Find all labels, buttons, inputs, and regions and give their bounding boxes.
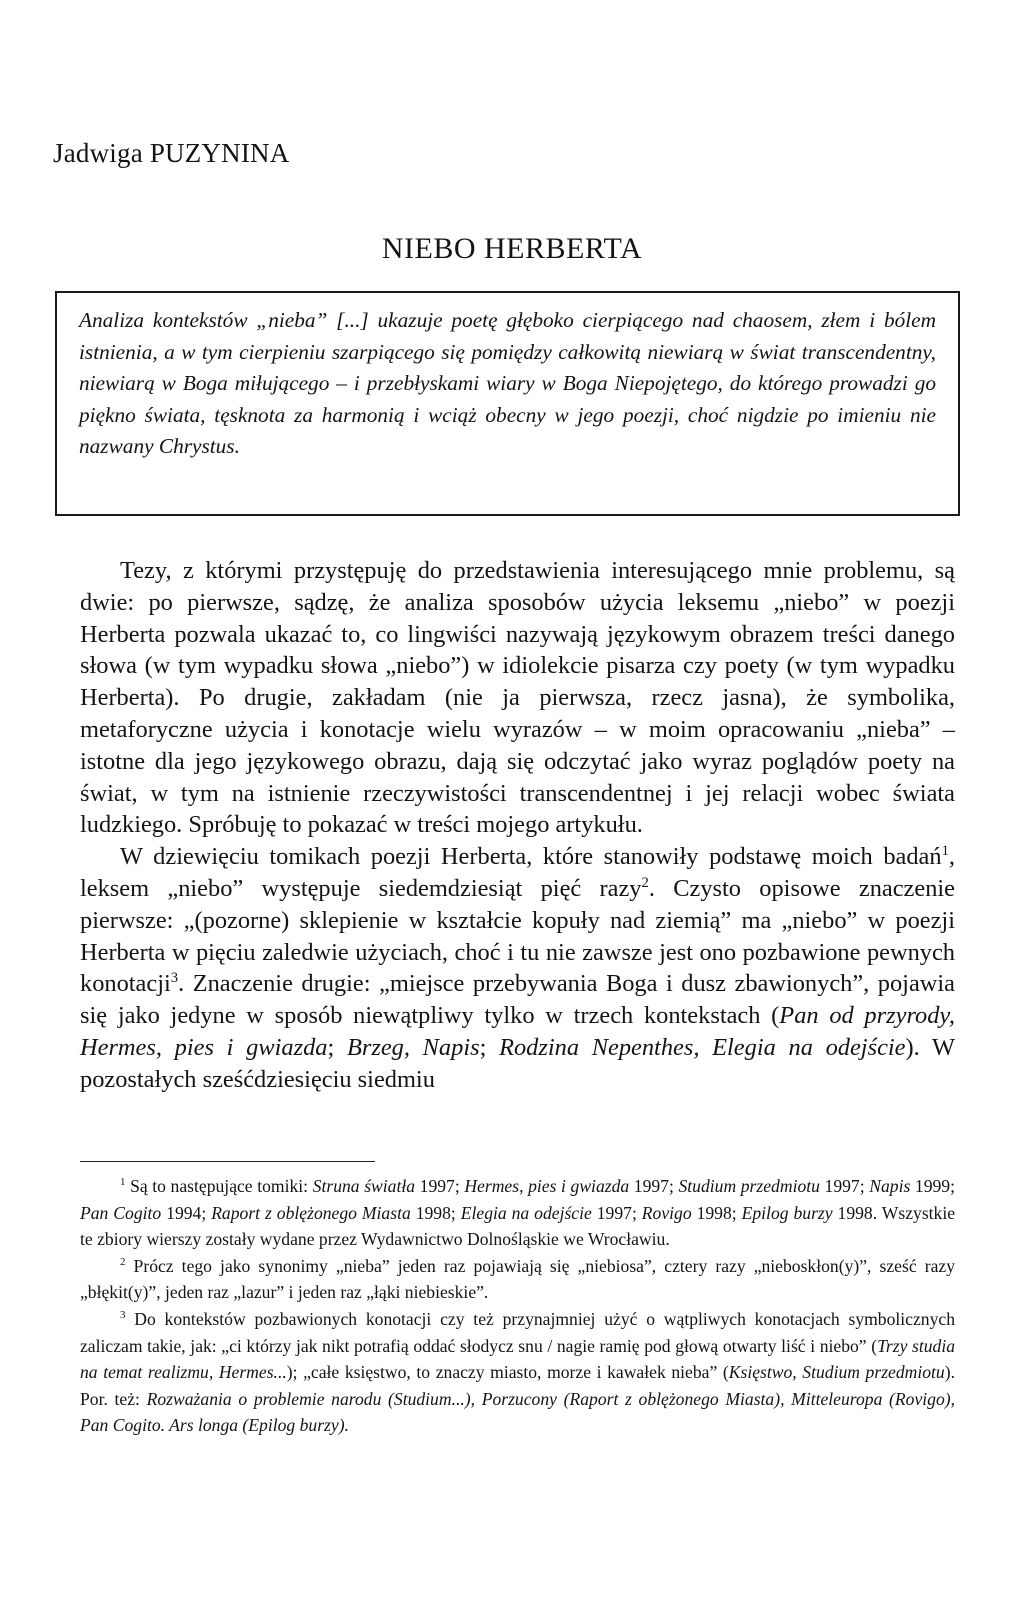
book-title: Pan Cogito — [80, 1202, 162, 1223]
footnote-ref-2: 2 — [641, 874, 649, 891]
book-title: Struna światła — [312, 1176, 416, 1196]
footnote-3 — [80, 1306, 955, 1439]
article-body — [80, 555, 955, 1096]
footnote-text: 1997; — [819, 1176, 870, 1196]
paragraph-2-text: . Czysto opisowe znaczenie pierwsze: „(pozorne) sklepienie w kształcie kopuły nad ziemią” ma „niebo” w poezji Herberta w pięciu zaledwie użyciach, choć i tu nie zawsze jest ono pozbawione pewnych konotacji — [80, 874, 955, 998]
paragraph-1: Tezy, z którymi przystępuję do przedstawienia interesującego mnie problemu, są dwie: po pierwsze, sądzę, że analiza sposobów użycia leksemu „niebo” w poezji Herberta pozwala ukazać to, co lingwiści nazywają językowym obrazem treści danego słowa (w tym wypadku słowa „niebo”) w idiolekcie pisarza czy poety (w tym wypadku Herberta). Po drugie, zakładam (nie ja pierwsza, rzecz jasna), że symbolika, metaforyczne użycia i konotacje wielu wyrazów – w moim opracowaniu „nieba” – istotne dla jego językowego obrazu, dają się odczytać jako wyraz poglądów poety na świat, w tym na istnienie rzeczywistości transcendentnej i jej relacji wobec świata ludzkiego. Spróbuję to pokazać w treści mojego artykułu. — [80, 557, 955, 839]
footnote-text: Prócz tego jako synonimy „nieba” jeden raz pojawiają się „niebiosa”, cztery razy „nieboskłon(y)”, sześć razy „błękit(y)”, jeden raz „lazur” i jeden raz „łąki niebieskie”. — [80, 1255, 955, 1303]
footnote-1 — [80, 1173, 955, 1253]
footnote-text: 1994; — [161, 1202, 212, 1223]
footnote-text: Są to następujące tomiki: — [130, 1176, 313, 1196]
footnote-text: 1997; — [629, 1176, 679, 1196]
book-title: Rovigo — [641, 1202, 692, 1223]
book-title: Hermes, pies i gwiazda — [464, 1176, 630, 1196]
book-title: Studium przedmiotu — [678, 1176, 820, 1196]
footnote-ref-3: 3 — [170, 970, 179, 987]
poem-titles: Rodzina Nepenthes, Elegia na odejście — [499, 1033, 906, 1061]
paragraph-2-text: ; — [327, 1033, 347, 1061]
abstract-box — [55, 291, 960, 516]
footnote-text: Do kontekstów pozbawionych konotacji czy też przynajmniej użyć o wątpliwych konotacjach symbolicznych zaliczam takie, jak: „ci którzy jak nikt potrafią oddać słodycz snu / nagie ramię pod głową otwarty liść i niebo” ( — [80, 1308, 955, 1356]
footnote-text: ); „całe księstwo, to znaczy miasto, morze i kawałek nieba” ( — [286, 1362, 729, 1383]
footnote-number: 2 — [120, 1255, 126, 1268]
paragraph-2 — [80, 841, 955, 1095]
footnote-text: ). Por. też: — [80, 1362, 955, 1409]
footnote-text: 1998; — [691, 1202, 742, 1223]
book-title: Elegia na odejście — [460, 1202, 592, 1223]
footnote-text: 1997; — [591, 1202, 642, 1223]
abstract-text: Analiza kontekstów „nieba” [...] ukazuje poetę głęboko cierpiącego nad chaosem, złem i bólem istnienia, a w tym cierpieniu szarpiącego się pomiędzy całkowitą niewiarą w świat transcendentny, niewiarą w Boga miłującego – i przebłyskami wiary w Boga Niepojętego, do którego prowadzi go piękno świata, tęsknota za harmonią i wciąż obecny w jego poezji, choć nigdzie po imieniu nie nazwany Chrystus. — [79, 308, 936, 458]
book-title: Trzy studia na temat realizmu, Hermes... — [80, 1335, 955, 1383]
footnote-number: 1 — [120, 1176, 126, 1189]
paragraph-2-text: W dziewięciu tomikach poezji Herberta, które stanowiły podstawę moich badań — [120, 843, 942, 871]
poem-titles: Pan od przyrody, Hermes, pies i gwiazda — [80, 1002, 955, 1061]
footnote-ref-1: 1 — [941, 843, 949, 860]
footnote-text: 1997; — [415, 1176, 465, 1196]
paragraph-2-text: ). W pozostałych sześćdziesięciu siedmiu — [80, 1033, 956, 1093]
footnote-number: 3 — [120, 1309, 126, 1322]
article-title: NIEBO HERBERTA — [381, 232, 643, 265]
paragraph-2-text: , leksem „niebo” występuje siedemdziesiąt pięć razy — [80, 843, 955, 902]
author-name: Jadwiga PUZYNINA — [53, 138, 290, 168]
footnote-divider — [80, 1161, 375, 1162]
book-title: Rozważania o problemie narodu (Studium...), Porzucony (Raport z oblężonego Miasta), Mitteleuropa (Rovigo), Pan Cogito. Ars longa (Epilog burzy). — [80, 1388, 955, 1436]
footnote-2 — [80, 1253, 955, 1306]
paragraph-2-text: ; — [479, 1033, 500, 1061]
book-title: Epilog burzy — [741, 1202, 833, 1223]
paragraph-2-text: . Znaczenie drugie: „miejsce przebywania Boga i dusz zbawionych”, pojawia się jako jedyne w sposób niewątpliwy tylko w trzech kontekstach ( — [80, 970, 955, 1030]
poem-titles: Brzeg, Napis — [346, 1033, 480, 1061]
footnote-text: 1998; — [410, 1202, 461, 1223]
book-title: Księstwo, Studium przedmiotu — [728, 1362, 945, 1383]
book-title: Napis — [869, 1176, 911, 1196]
footnote-text: 1998. Wszystkie te zbiory wierszy zostały wydane przez Wydawnictwo Dolnośląskie we Wrocławiu. — [80, 1202, 956, 1250]
book-title: Raport z oblężonego Miasta — [211, 1202, 411, 1223]
footnotes — [80, 1173, 955, 1439]
footnote-text: 1999; — [910, 1176, 955, 1196]
